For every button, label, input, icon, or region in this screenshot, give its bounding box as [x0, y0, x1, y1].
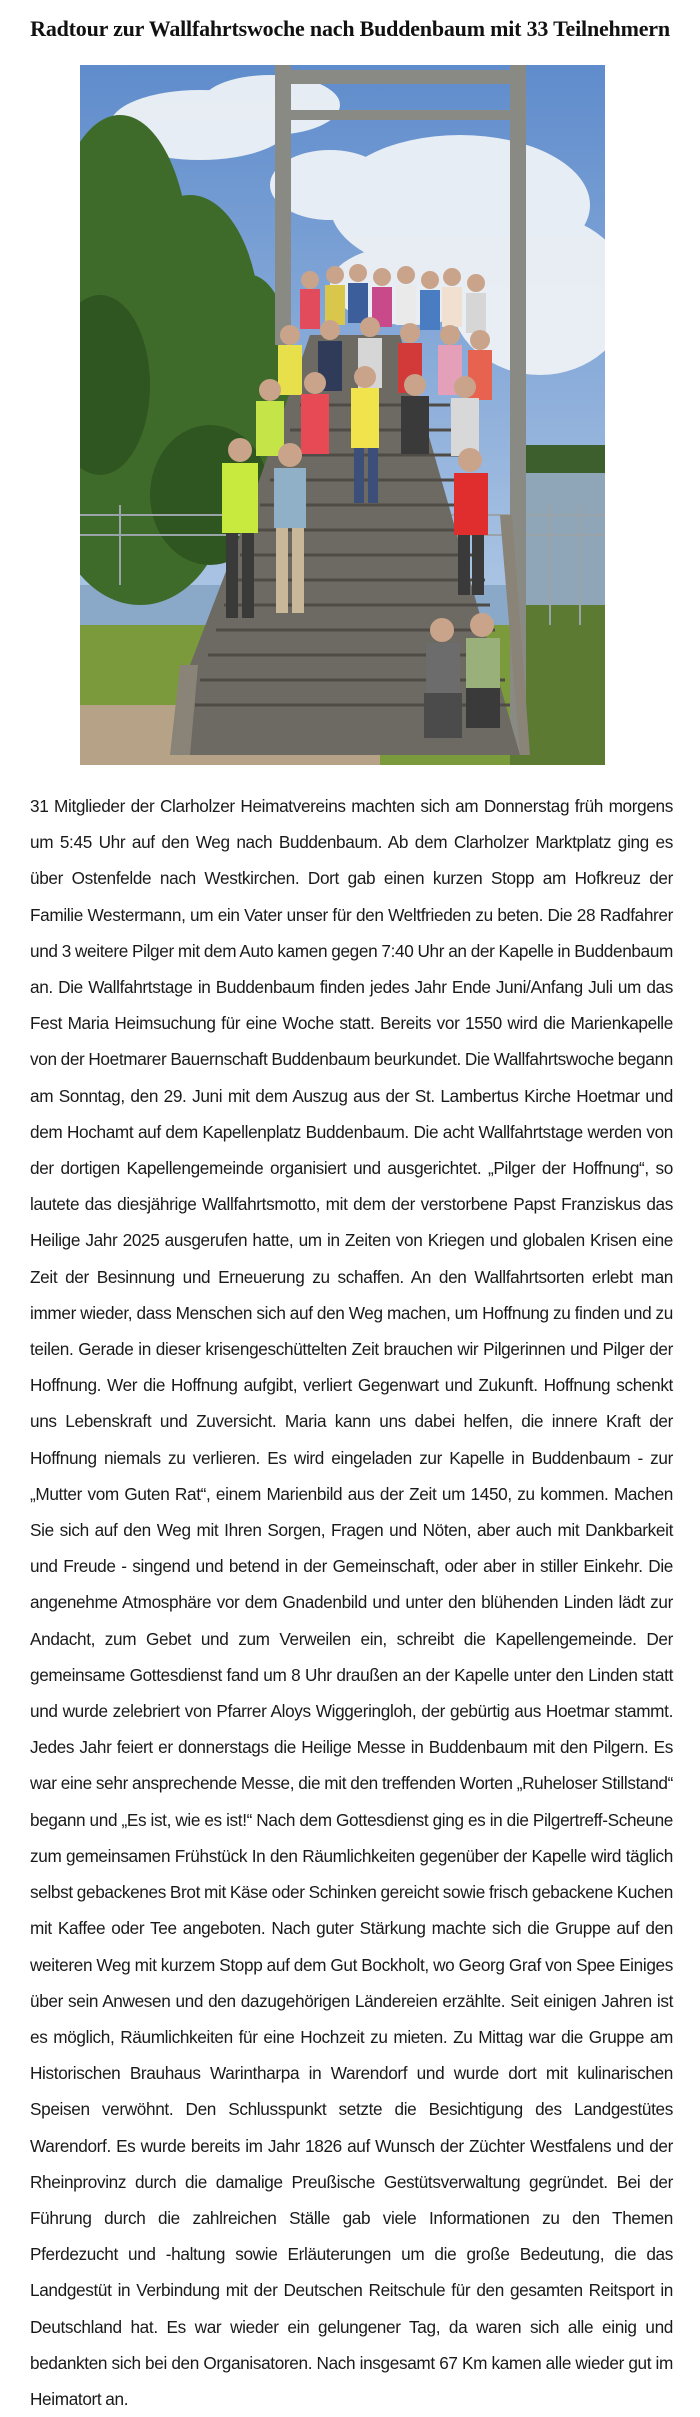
- group-photo: [80, 65, 605, 765]
- article-body: [30, 788, 673, 2417]
- article-text: 31 Mitglieder der Clarholzer Heimatvereins machten sich am Donnerstag früh morgens um 5:45 Uhr auf den Weg nach Buddenbaum. Ab dem Clarholzer Marktplatz ging es über Ostenfelde nach Westkirchen. Dort gab einen kurzen Stopp am Hofkreuz der Familie Westermann, um ein Vater unser für den Weltfrieden zu beten. Die 28 Radfahrer und 3 weitere Pilger mit dem Auto kamen gegen 7:40 Uhr an der Kapelle in Buddenbaum an. Die Wallfahrtstage in Buddenbaum finden jedes Jahr Ende Juni/Anfang Juli um das Fest Maria Heimsuchung für eine Woche statt. Bereits vor 1550 wird die Marienkapelle von der Hoetmarer Bauernschaft Buddenbaum beurkundet. Die Wallfahrtswoche begann am Sonntag, den 29. Juni mit dem Auszug aus der St. Lambertus Kirche Hoetmar und dem Hochamt auf dem Kapellenplatz Buddenbaum. Die acht Wallfahrtstage werden von der dortigen Kapellengemeinde organisiert und ausgerichtet. „Pilger der Hoffnung“, so lautete das diesjährige Wallfahrtsmotto, mit dem der verstorbene Papst Franziskus das Heilige Jahr 2025 ausgerufen hatte, um in Zeiten von Kriegen und globalen Krisen eine Zeit der Besinnung und Erneuerung zu schaffen. An den Wallfahrtsorten erlebt man immer wieder, dass Menschen sich auf den Weg machen, um Hoffnung zu finden und zu teilen. Gerade in dieser krisengeschüttelten Zeit brauchen wir Pilgerinnen und Pilger der Hoffnung. Wer die Hoffnung aufgibt, verliert Gegenwart und Zukunft. Hoffnung schenkt uns Lebenskraft und Zuversicht. Maria kann uns dabei helfen, die innere Kraft der Hoffnung niemals zu verlieren. Es wird eingeladen zur Kapelle in Buddenbaum - zur „Mutter vom Guten Rat“, einem Marienbild aus der Zeit um 1450, zu kommen. Machen Sie sich auf den Weg mit Ihren Sorgen, Fragen und Nöten, aber auch mit Dankbarkeit und Freude - singend und betend in der Gemeinschaft, oder aber in stiller Einkehr. Die angenehme Atmosphäre vor dem Gnadenbild und unter den blühenden Linden lädt zur Andacht, zum Gebet und zum Verweilen ein, schreibt die Kapellengemeinde. Der gemeinsame Gottesdienst fand um 8 Uhr draußen an der Kapelle unter den Linden statt und wurde zelebriert von Pfarrer Aloys Wiggeringloh, der gebürtig aus Hoetmar stammt. Jedes Jahr feiert er donnerstags die Heilige Messe in Buddenbaum mit den Pilgern. Es war eine sehr ansprechende Messe, die mit den treffenden Worten „Ruheloser Stillstand“ begann und „Es ist, wie es ist!“ Nach dem Gottesdienst ging es in die Pilgertreff-Scheune zum gemeinsamen Frühstück In den Räumlichkeiten gegenüber der Kapelle wird täglich selbst gebackenes Brot mit Käse oder Schinken gereicht sowie frisch gebackene Kuchen mit Kaffee oder Tee angeboten. Nach guter Stärkung machte sich die Gruppe auf den weiteren Weg mit kurzem Stopp auf dem Gut Bockholt, wo Georg Graf von Spee Einiges über sein Anwesen und den dazugehörigen Ländereien erzählte. Seit einigen Jahren ist es möglich, Räumlichkeiten für eine Hochzeit zu mieten. Zu Mittag war die Gruppe am Historischen Brauhaus Warintharpa in Warendorf und wurde dort mit kulinarischen Speisen verwöhnt. Den Schlusspunkt setzte die Besichtigung des Landgestütes Warendorf. Es wurde bereits im Jahr 1826 auf Wunsch der Züchter Westfalens und der Rheinprovinz durch die damalige Preußische Gestütsverwaltung gegründet. Bei der Führung durch die zahlreichen Ställe gab viele Informationen zu den Themen Pferdezucht und -haltung sowie Erläuterungen um die große Bedeutung, die das Landgestüt in Verbindung mit der Deutschen Reitschule für den gesamten Reitsport in Deutschland hat. Es war wieder ein gelungener Tag, da waren sich alle einig und bedankten sich bei den Organisatoren. Nach insgesamt 67 Km kamen alle wieder gut im Heimatort an.: [30, 796, 673, 2409]
- article-headline: Radtour zur Wallfahrtswoche nach Buddenbaum mit 33 Teilnehmern: [30, 16, 670, 41]
